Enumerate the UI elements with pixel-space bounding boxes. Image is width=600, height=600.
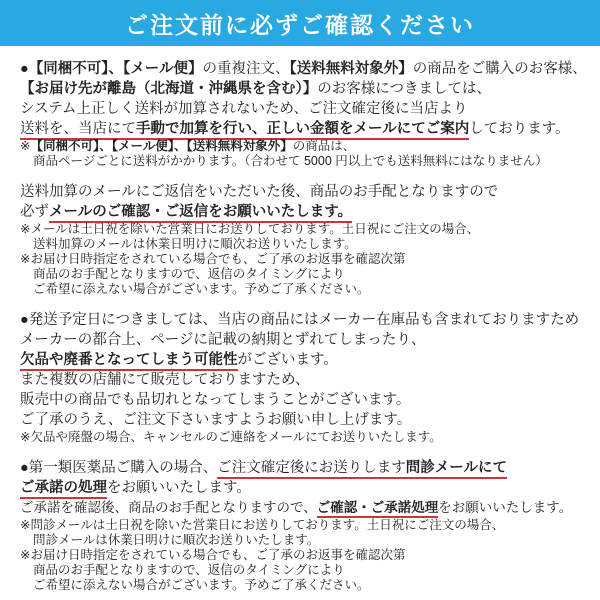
page-title: ご注文前に必ずご確認ください [125,11,475,38]
notice-line [20,458,594,478]
text-segment: ご希望に添えない場合がございます。予めご了承ください。 [33,578,370,592]
red-underlined-text: ご確認・ご承諾処理 [317,500,439,518]
text-segment: の商品は、 [292,139,356,153]
notice-line [20,222,594,237]
notice-section [20,458,594,593]
text-segment: の重複注文、 [202,61,290,77]
notice-line [20,119,594,139]
bold-text: 【同梱不可】、【メール便】 [28,61,203,77]
text-segment: 商品のお手配となりますので、返信のタイミングにより [33,267,345,281]
notice-line [20,252,594,267]
notice-line [20,350,594,370]
text-segment: ●第一類医薬品ご購入の場合、 [20,460,218,476]
text-segment: 必ず [20,204,49,220]
text-segment: しております。 [469,121,570,137]
bold-text: 【お届け先が離島（北海道・沖縄県を含む）】 [20,81,318,97]
notice-line [20,237,594,252]
notice-line [20,578,594,593]
notice-section [20,310,594,445]
text-segment: 送料加算のメールは休業日明けに順次お送りいたします。 [33,237,357,251]
text-segment: ※欠品や廃盤の場合、キャンセルのご連絡をメールにてお送りいたします。 [20,430,442,444]
text-segment: システム上正しく送料が加算されないため、ご注文確定後に当店より [20,101,468,117]
notice-line [20,59,594,79]
bold-text: 【同梱不可】、【メール便】、【送料無料対象外】 [30,139,293,153]
notice-line [20,267,594,282]
red-underlined-text: メールのご確認・ご返信をお願いいたします。 [49,204,352,223]
text-segment: の商品をご購入のお客様、 [412,61,587,77]
text-segment: をお願いいたします。 [107,480,251,496]
red-underlined-text: 問診メールにて [406,460,507,479]
notice-line [20,330,594,350]
text-segment: ご了承のうえ、ご注文下さいますようお願い申し上げます。 [20,412,412,428]
red-underlined-text: ご承諾の処理 [20,480,107,499]
notice-line [20,430,594,445]
notice-section [20,59,594,169]
text-segment: 商品のお手配となりますので、返信のタイミングにより [33,563,345,577]
notice-body [0,46,600,593]
notice-line [20,182,594,202]
notice-line [20,79,594,99]
notice-line [20,533,594,548]
notice-line [20,390,594,410]
notice-line [20,548,594,563]
text-segment: メーカーの都合上、ページに記載の納期とずれてしまったり、 [20,332,426,348]
red-underlined-text: 手動で加算を行い、正しい金額をメールにてご案内 [136,121,469,140]
notice-line [20,282,594,297]
notice-header [0,0,600,46]
text-segment: ●発送予定日につきましては、当店の商品にはメーカー在庫品も含まれておりますため [20,312,580,328]
notice-line [20,410,594,430]
text-segment: また複数の店舗にて販売しておりますため、 [20,372,310,388]
text-segment: ● [20,61,29,77]
notice-line [20,154,594,169]
text-segment: ※お届け日時指定をされている場合でも、ご了承のお返事を確認次第 [20,548,406,562]
notice-line [20,99,594,119]
notice-line [20,139,594,154]
text-segment: 送料加算のメールにご返信をいただいた後、商品のお手配となりますので [20,184,499,200]
red-underlined-text: ご注文確定後にお送りします [217,460,406,479]
notice-line [20,310,594,330]
red-underlined-text: 送料を、当店にて [20,121,136,140]
notice-line [20,478,594,498]
text-segment: 商品ページごとに送料がかかります。（合わせて 5000 円以上でも送料無料にはなりません） [33,154,548,168]
text-segment: 販売中の商品でも品切れとなってしまうことがございます。 [20,392,411,408]
text-segment: がございます。 [237,352,338,368]
notice-line [20,563,594,578]
text-segment: ※ [20,139,31,153]
bold-text: 【送料無料対象外】 [289,61,413,77]
text-segment: ご承諾を確認後、商品のお手配となりますので、 [20,500,317,515]
text-segment: をお願いいたします。 [438,500,573,515]
text-segment: ※メールは土日祝を除いた営業日にお送りしております。土日祝にご注文の場合、 [20,222,480,236]
notice-line [20,202,594,222]
notice-line [20,498,594,518]
notice-line [20,370,594,390]
red-underlined-text: 欠品や廃番となってしまう可能性 [20,352,238,371]
notice-line [20,518,594,533]
text-segment: ※お届け日時指定をされている場合でも、ご了承のお返事を確認次第 [20,252,406,266]
text-segment: ご希望に添えない場合がございます。予めご了承ください。 [33,282,370,296]
text-segment: のお客様につきましては、 [317,81,491,97]
text-segment: 問診メールは休業日明けに順次お送りいたします。 [33,533,320,547]
text-segment: ※問診メールは土日祝を除いた営業日にお送りしております。土日祝にご注文の場合、 [20,518,505,532]
notice-section [20,182,594,297]
